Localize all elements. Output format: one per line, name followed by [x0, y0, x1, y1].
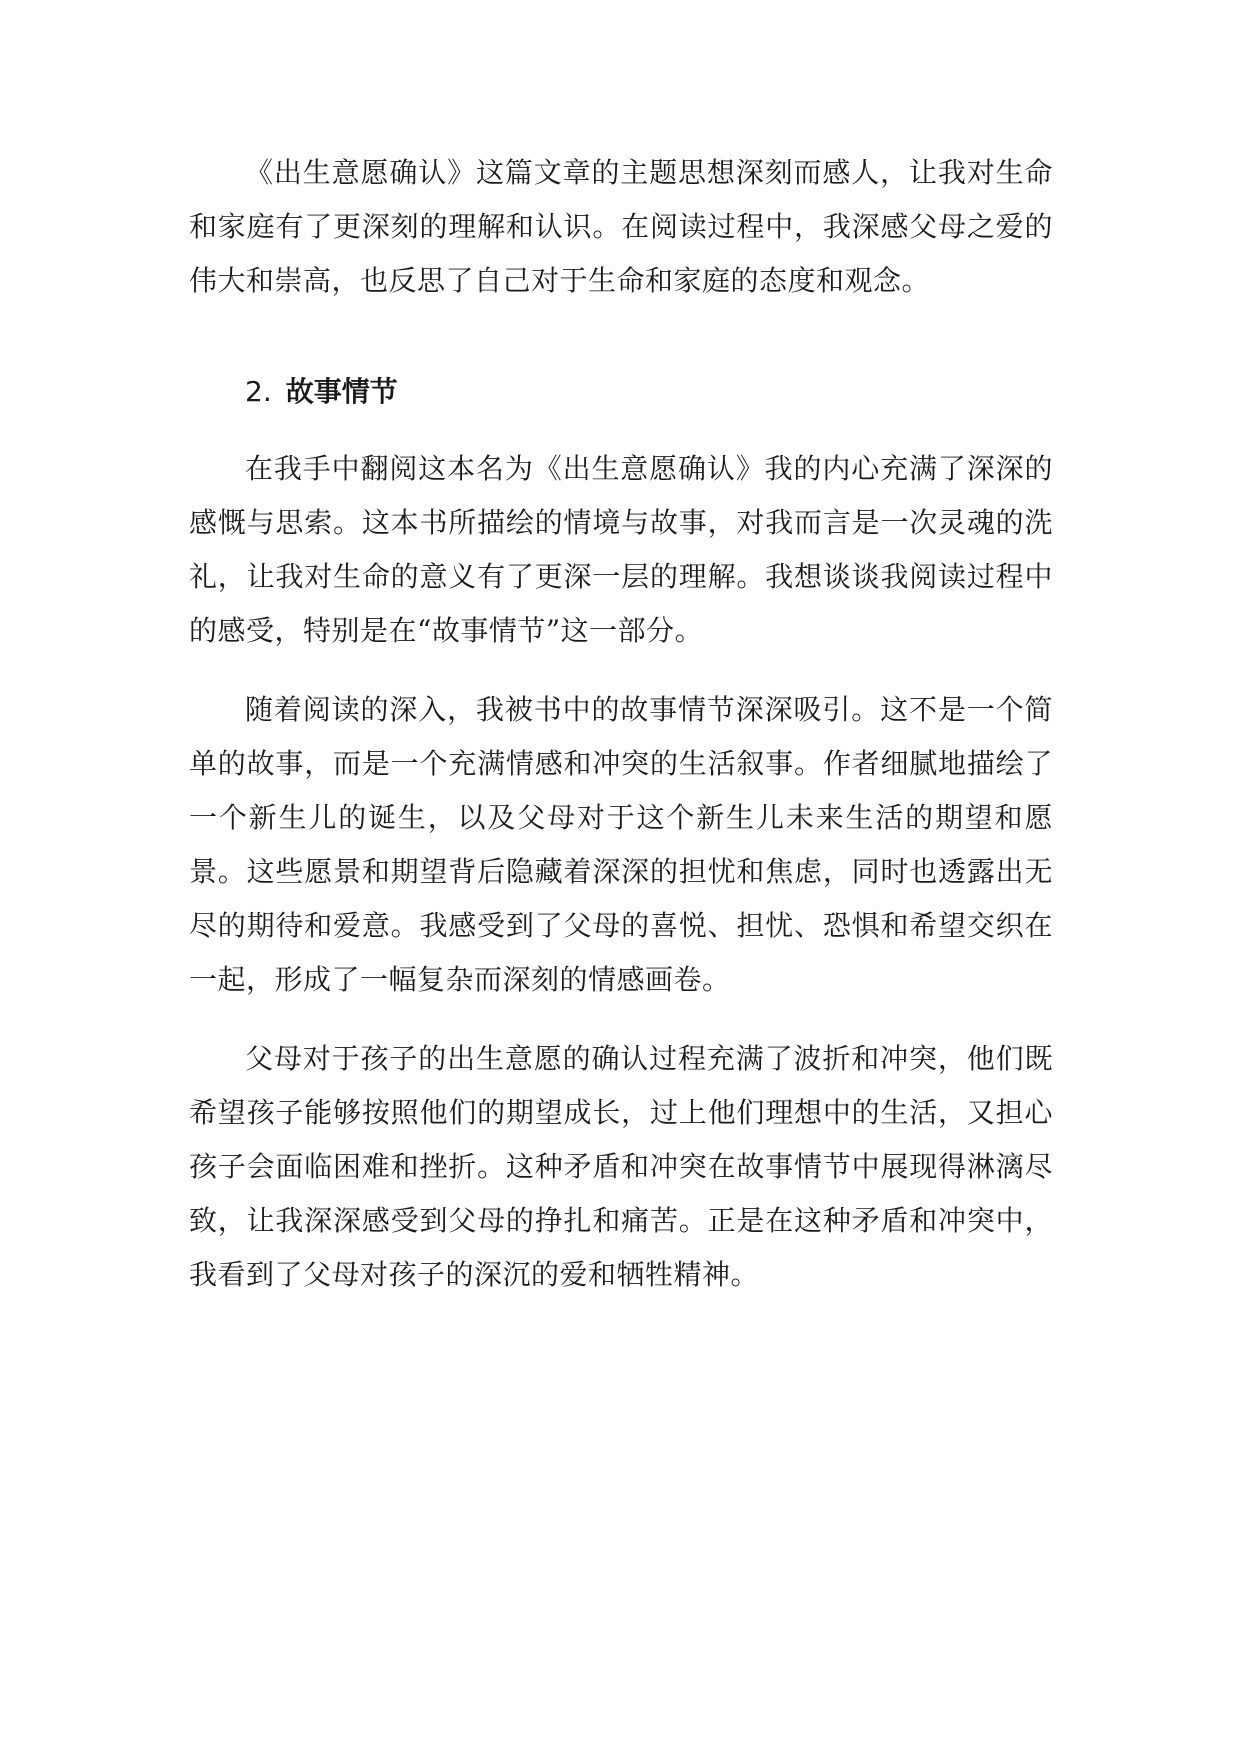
- intro-paragraph: 《出生意愿确认》这篇文章的主题思想深刻而感人，让我对生命和家庭有了更深刻的理解和认识。在阅读过程中，我深感父母之爱的伟大和崇高，也反思了自己对于生命和家庭的态度和观念。: [189, 156, 1053, 297]
- section-heading: [189, 368, 1053, 416]
- document-body: [189, 146, 1053, 1302]
- body-paragraph-3: 父母对于孩子的出生意愿的确认过程充满了波折和冲突，他们既希望孩子能够按照他们的期望成长，过上他们理想中的生活，又担心孩子会面临困难和挫折。这种矛盾和冲突在故事情节中展现得淋漓尽致，让我深深感受到父母的挣扎和痛苦。正是在这种矛盾和冲突中，我看到了父母对孩子的深沉的爱和牺牲精神。: [189, 1042, 1053, 1291]
- section-number: 2.: [245, 375, 272, 408]
- body-paragraph-1: 在我手中翻阅这本名为《出生意愿确认》我的内心充满了深深的感慨与思索。这本书所描绘的情境与故事，对我而言是一次灵魂的洗礼，让我对生命的意义有了更深一层的理解。我想谈谈我阅读过程中的感受，特别是在“故事情节”这一部分。: [189, 452, 1053, 647]
- body-paragraph-2: 随着阅读的深入，我被书中的故事情节深深吸引。这不是一个简单的故事，而是一个充满情感和冲突的生活叙事。作者细腻地描绘了一个新生儿的诞生，以及父母对于这个新生儿未来生活的期望和愿景。这些愿景和期望背后隐藏着深深的担忧和焦虑，同时也透露出无尽的期待和爱意。我感受到了父母的喜悦、担忧、恐惧和希望交织在一起，形成了一幅复杂而深刻的情感画卷。: [189, 693, 1053, 996]
- section-title: 故事情节: [285, 375, 398, 408]
